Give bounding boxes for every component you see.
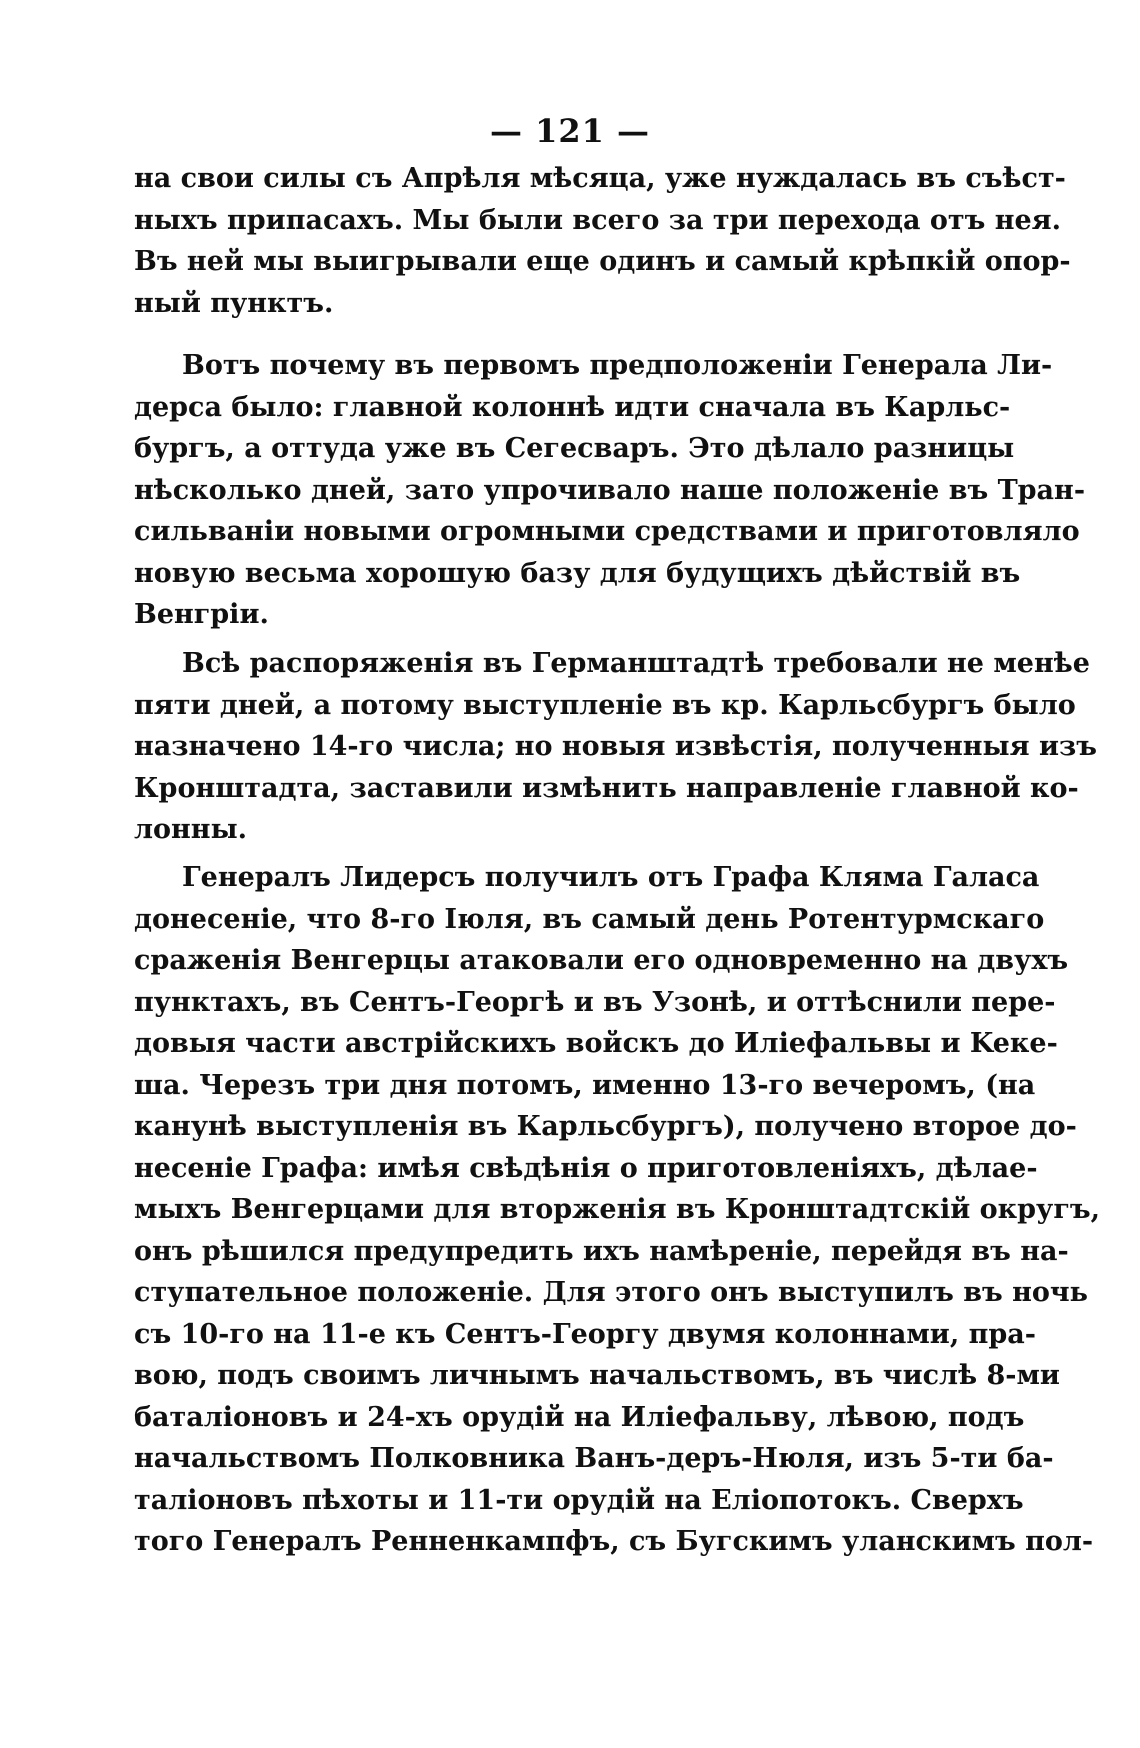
text-line: баталіоновъ и 24-хъ орудій на Иліефальву, лѣвою, подъ <box>134 1401 1025 1433</box>
text-line: бургъ, а оттуда уже въ Сегесваръ. Это дѣлало разницы <box>134 433 1015 464</box>
text-line: Кронштадта, заставили измѣнить направленіе главной ко- <box>134 772 1079 804</box>
text-line: онъ рѣшился предупредить ихъ намѣреніе, перейдя въ на- <box>134 1235 1069 1267</box>
text-line: Въ ней мы выигрывали еще одинъ и самый крѣпкій опор- <box>134 246 1071 277</box>
text-line: Венгріи. <box>134 599 269 630</box>
text-line: назначено 14-го числа; но новыя извѣстія, полученныя изъ <box>134 731 1097 762</box>
paragraph-2 <box>134 345 1086 636</box>
text-line: сраженія Венгерцы атаковали его одновременно на двухъ <box>134 945 1069 976</box>
text-line: Вотъ почему въ первомъ предположеніи Генерала Ли- <box>182 350 1053 381</box>
text-line: дерса было: главной колоннѣ идти сначала въ Карльс- <box>134 391 1011 423</box>
text-line: мыхъ Венгерцами для вторженія въ Кронштадтскій округъ, <box>134 1194 1100 1225</box>
paragraph-3 <box>134 643 1097 851</box>
text-line: Генералъ Лидерсъ получилъ отъ Графа Кляма Галаса <box>182 862 1040 893</box>
page-number: — 121 — <box>489 112 651 150</box>
text-line: донесеніе, что 8-го Іюля, въ самый день Ротентурмскаго <box>134 903 1045 935</box>
text-line: ступательное положеніе. Для этого онъ выступилъ въ ночь <box>134 1277 1088 1308</box>
paragraph-4 <box>134 857 1100 1563</box>
text-line: пяти дней, а потому выступленіе въ кр. Карльсбургъ было <box>134 689 1076 721</box>
text-line: того Генералъ Ренненкампфъ, съ Бугскимъ уланскимъ пол- <box>134 1526 1094 1557</box>
text-line: таліоновъ пѣхоты и 11-ти орудій на Еліопотокъ. Сверхъ <box>134 1484 1024 1516</box>
text-line: канунѣ выступленія въ Карльсбургъ), получено второе до- <box>134 1111 1077 1142</box>
text-line: ный пунктъ. <box>134 287 334 319</box>
text-line: начальствомъ Полковника Ванъ-деръ-Нюля, изъ 5-ти ба- <box>134 1443 1054 1474</box>
text-line: Всѣ распоряженія въ Германштадтѣ требовали не менѣе <box>182 648 1090 679</box>
text-line: пунктахъ, въ Сентъ-Георгѣ и въ Узонѣ, и оттѣснили пере- <box>134 986 1056 1018</box>
text-line: нѣсколько дней, зато упрочивало наше положеніе въ Тран- <box>134 474 1086 506</box>
text-line: съ 10-го на 11-е къ Сентъ-Георгу двумя колоннами, пра- <box>134 1318 1036 1350</box>
text-line: несеніе Графа: имѣя свѣдѣнія о приготовленіяхъ, дѣлае- <box>134 1152 1038 1184</box>
text-line: новую весьма хорошую базу для будущихъ дѣйствій въ <box>134 557 1021 589</box>
text-line: довыя части австрійскихъ войскъ до Иліефальвы и Keке- <box>134 1028 1058 1059</box>
text-line: на свои силы съ Апрѣля мѣсяца, уже нуждалась въ съѣст- <box>134 163 1066 194</box>
text-line: сильваніи новыми огромными средствами и приготовляло <box>134 516 1080 547</box>
text-line: ша. Черезъ три дня потомъ, именно 13-го вечеромъ, (на <box>134 1069 1036 1101</box>
text-line: лонны. <box>134 814 248 845</box>
text-line: ныхъ припасахъ. Мы были всего за три перехода отъ нея. <box>134 204 1062 236</box>
text-line: вою, подъ своимъ личнымъ начальствомъ, въ числѣ 8-ми <box>134 1360 1060 1391</box>
paragraph-1 <box>134 158 1071 324</box>
